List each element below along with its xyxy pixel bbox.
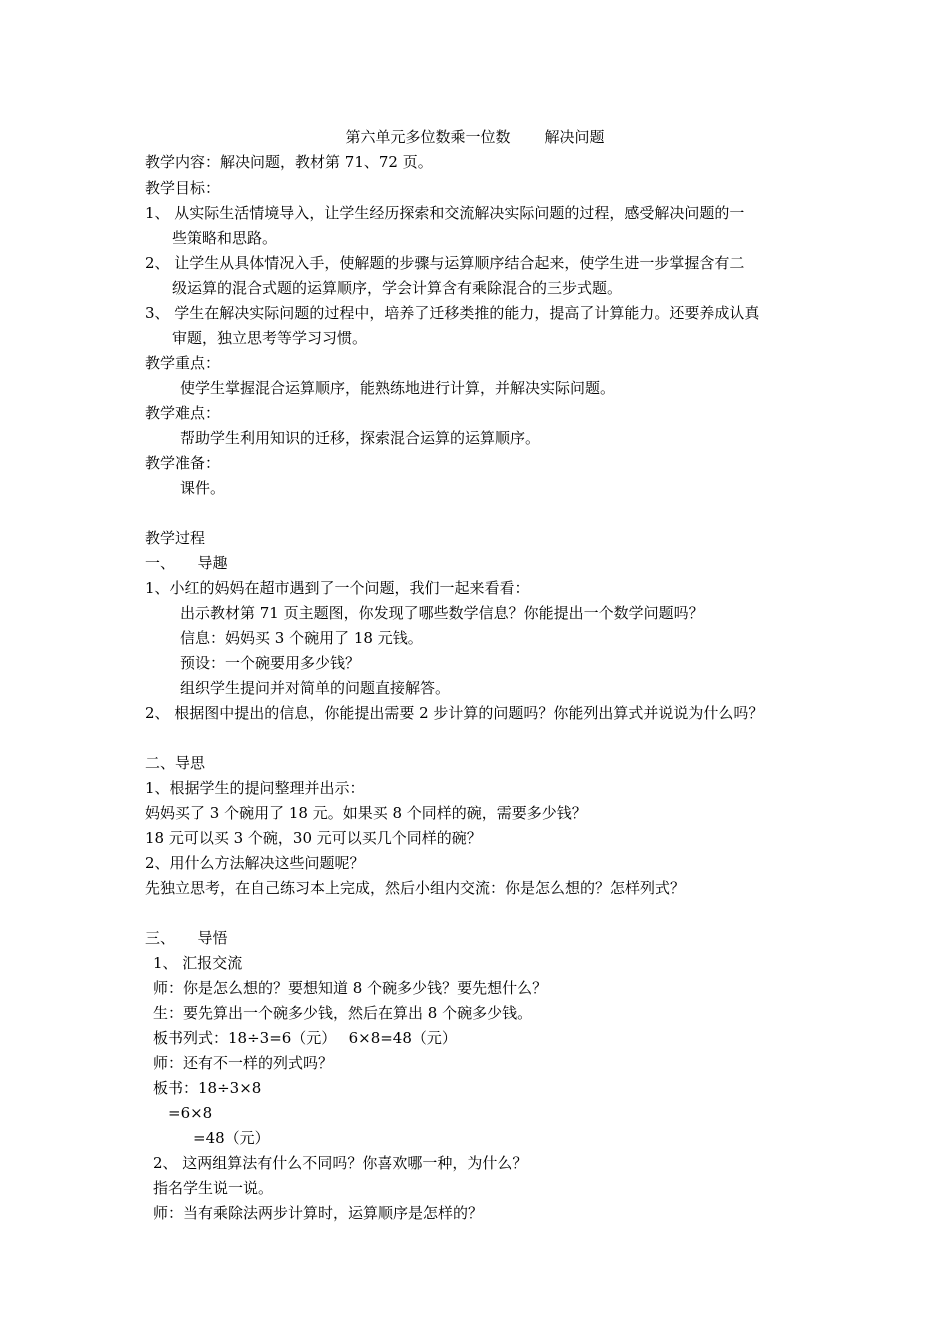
text-line: 指名学生说一说。 bbox=[153, 1179, 274, 1197]
text-line: =48（元） bbox=[193, 1129, 270, 1147]
text-line: 使学生掌握混合运算顺序，能熟练地进行计算，并解决实际问题。 bbox=[180, 379, 616, 397]
text-line: 组织学生提问并对简单的问题直接解答。 bbox=[180, 679, 451, 697]
text-line: 师：还有不一样的列式吗？ bbox=[153, 1054, 334, 1072]
text-line: 教学难点： bbox=[145, 404, 221, 422]
text-line: 级运算的混合式题的运算顺序，学会计算含有乘除混合的三步式题。 bbox=[172, 279, 623, 297]
section-heading: 二、导思 bbox=[145, 754, 206, 772]
section-heading: 一、 导趣 bbox=[145, 554, 228, 572]
title-topic: 解决问题 bbox=[544, 128, 605, 146]
text-line: 2、 让学生从具体情况入手，使解题的步骤与运算顺序结合起来，使学生进一步掌握含有二 bbox=[145, 254, 745, 272]
text-line: 板书列式：18÷3=6（元） 6×8=48（元） bbox=[153, 1029, 457, 1047]
text-line: 些策略和思路。 bbox=[172, 229, 278, 247]
text-line: 1、根据学生的提问整理并出示： bbox=[145, 779, 365, 797]
document-title bbox=[0, 127, 950, 147]
text-line: 先独立思考，在自己练习本上完成，然后小组内交流：你是怎么想的？怎样列式？ bbox=[145, 879, 686, 897]
text-line: 师：当有乘除法两步计算时，运算顺序是怎样的？ bbox=[153, 1204, 484, 1222]
text-line: 1、 从实际生活情境导入，让学生经历探索和交流解决实际问题的过程，感受解决问题的一 bbox=[145, 204, 745, 222]
text-line: 课件。 bbox=[180, 479, 226, 497]
text-line: 妈妈买了 3 个碗用了 18 元。如果买 8 个同样的碗，需要多少钱？ bbox=[145, 804, 587, 822]
text-line: 2、用什么方法解决这些问题呢？ bbox=[145, 854, 365, 872]
text-line: 2、 根据图中提出的信息，你能提出需要 2 步计算的问题吗？你能列出算式并说说为什么吗？ bbox=[145, 704, 764, 722]
text-line: 生：要先算出一个碗多少钱，然后在算出 8 个碗多少钱。 bbox=[153, 1004, 533, 1022]
section-heading: 三、 导悟 bbox=[145, 929, 228, 947]
text-line: 2、 这两组算法有什么不同吗？你喜欢哪一种，为什么？ bbox=[153, 1154, 528, 1172]
text-line: 1、小红的妈妈在超市遇到了一个问题，我们一起来看看： bbox=[145, 579, 530, 597]
text-line: 教学准备： bbox=[145, 454, 221, 472]
text-line: 出示教材第 71 页主题图，你发现了哪些数学信息？你能提出一个数学问题吗？ bbox=[180, 604, 704, 622]
text-line: 帮助学生利用知识的迁移，探索混合运算的运算顺序。 bbox=[180, 429, 541, 447]
text-line: 教学内容：解决问题，教材第 71、72 页。 bbox=[145, 153, 433, 171]
text-line: 预设：一个碗要用多少钱？ bbox=[180, 654, 361, 672]
text-line: 1、 汇报交流 bbox=[153, 954, 243, 972]
text-line: 板书：18÷3×8 bbox=[153, 1079, 262, 1097]
text-line: =6×8 bbox=[168, 1104, 213, 1122]
text-line: 审题，独立思考等学习习惯。 bbox=[172, 329, 368, 347]
section-heading: 教学过程 bbox=[145, 529, 206, 547]
text-line: 3、 学生在解决实际问题的过程中，培养了迁移类推的能力，提高了计算能力。还要养成认真 bbox=[145, 304, 760, 322]
text-line: 教学目标： bbox=[145, 179, 221, 197]
text-line: 18 元可以买 3 个碗，30 元可以买几个同样的碗？ bbox=[145, 829, 482, 847]
text-line: 教学重点： bbox=[145, 354, 221, 372]
title-unit: 第六单元多位数乘一位数 bbox=[345, 128, 511, 146]
text-line: 师：你是怎么想的？要想知道 8 个碗多少钱？要先想什么？ bbox=[153, 979, 548, 997]
text-line: 信息：妈妈买 3 个碗用了 18 元钱。 bbox=[180, 629, 423, 647]
